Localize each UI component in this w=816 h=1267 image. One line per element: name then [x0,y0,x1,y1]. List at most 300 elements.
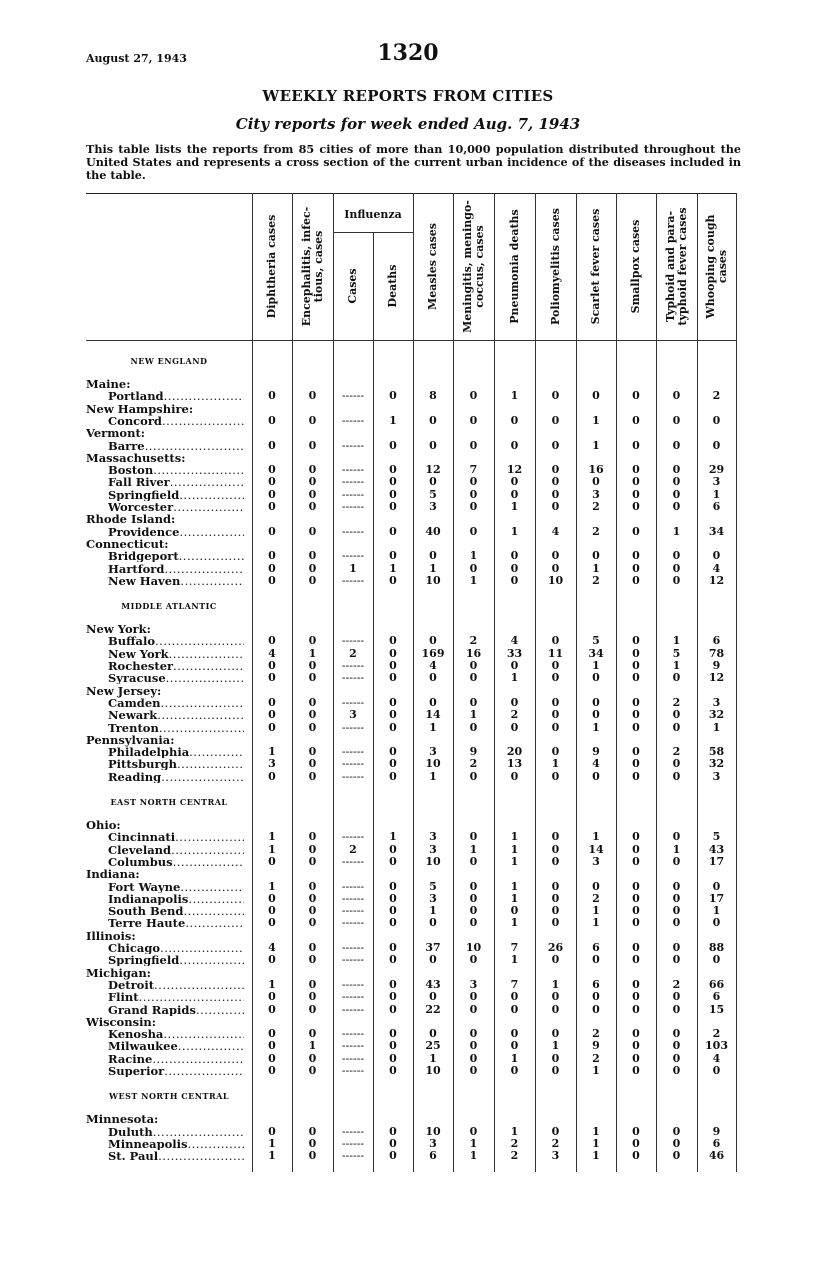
column-header: Diphtheria cases [265,214,278,319]
city-name: Pittsburgh ..... [108,758,244,770]
table-cell: 13 [506,757,523,771]
city-name: Terre Haute ..... [108,917,244,929]
table-cell: 5 [712,830,721,844]
table-cell: 0 [672,720,681,734]
table-cell: 2 [469,757,478,771]
table-cell: 0 [308,879,317,893]
table-cell: ------ [341,413,365,427]
table-cell: 0 [469,561,478,575]
header-bottom-rule [86,340,736,341]
city-name: Columbus ..... [108,856,244,868]
city-name: Fort Wayne ..... [108,881,244,893]
city-name: Syracuse ..... [108,672,244,684]
table-cell: 0 [469,659,478,672]
table-cell: 0 [268,634,276,648]
table-cell: ------ [341,953,365,967]
table-cell: 0 [510,561,519,575]
city-name: Fall River ..... [108,476,244,488]
table-cell: ------ [341,524,365,538]
city-name: Portland ..... [108,390,244,402]
table-cell: 1 [592,1136,600,1150]
table-cell: 34 [708,524,725,538]
table-cell: ------ [341,916,365,930]
table-cell: 0 [632,854,640,868]
table-cell: 0 [632,891,640,905]
table-cell: 0 [268,1124,276,1138]
table-cell: 0 [268,904,276,918]
table-cell: 0 [308,1064,317,1077]
table-cell: 0 [672,953,681,967]
table-cell: 0 [308,904,317,918]
table-cell: 0 [389,659,397,672]
table-cell: 0 [469,990,478,1004]
table-cell: 0 [592,708,600,722]
table-cell: 0 [308,990,317,1004]
table-cell: 10 [425,1124,441,1138]
city-name: Bridgeport ..... [108,550,244,562]
table-cell: 2 [469,634,478,648]
table-cell: 0 [551,916,560,930]
table-cell: 0 [510,1027,519,1041]
table-cell: 1 [510,879,519,893]
table-cell: 0 [632,487,640,501]
table-cell: 0 [308,1027,317,1041]
table-cell: 1 [268,842,276,856]
table-cell: 1 [510,842,519,856]
table-cell: 0 [389,500,397,513]
city-name: Buffalo ..... [108,635,244,647]
table-cell: 2 [551,1136,560,1150]
table-top-rule [86,193,736,194]
table-cell: 0 [672,854,681,868]
table-cell: 0 [632,695,640,709]
table-cell: 0 [551,708,560,722]
table-cell: 3 [429,745,437,759]
table-cell: 4 [268,941,276,954]
table-cell: 0 [551,695,560,709]
table-cell: 0 [712,438,721,452]
state-name: New Hampshire: [86,401,194,416]
table-cell: 0 [551,891,560,905]
table-cell: 0 [469,671,478,685]
table-cell: 1 [592,904,600,918]
table-cell: 0 [672,1136,681,1150]
table-cell: 1 [672,659,681,672]
table-cell: 3 [592,487,600,501]
table-cell: 0 [632,941,640,954]
table-cell: 4 [712,561,721,575]
table-cell: 0 [308,830,317,844]
table-cell: ------ [341,720,365,734]
table-cell: ------ [341,830,365,844]
state-name: Illinois: [86,928,136,943]
table-cell: ------ [341,463,365,477]
table-cell: 1 [429,769,437,783]
table-cell: 1 [429,904,437,918]
table-cell: 0 [389,1064,397,1077]
table-cell: 0 [551,854,560,868]
table-cell: 0 [389,879,397,893]
table-cell: 17 [708,891,725,905]
table-cell: 1 [268,977,276,991]
table-cell: 0 [389,769,397,783]
table-cell: 0 [308,891,317,905]
table-cell: 1 [510,891,519,905]
table-cell: 0 [672,500,681,513]
table-cell: 0 [551,549,560,563]
table-cell: 0 [510,769,519,783]
table-cell: ------ [341,879,365,893]
table-cell: 0 [268,487,276,501]
table-cell: 10 [425,1064,441,1077]
table-cell: 0 [510,1064,519,1077]
state-name: Connecticut: [86,536,169,551]
table-cell: 0 [672,561,681,575]
table-cell: 7 [510,977,519,991]
city-name: Providence ..... [108,526,244,538]
table-cell: 0 [429,413,437,427]
table-cell: 20 [506,745,523,759]
table-cell: 0 [268,671,276,685]
table-cell: 0 [632,1002,640,1016]
table-cell: ------ [341,941,365,954]
table-cell: 0 [672,487,681,501]
table-cell: ------ [341,671,365,685]
table-cell: 0 [389,941,397,954]
table-cell: 0 [308,389,317,403]
city-name: Grand Rapids ..... [108,1004,244,1016]
table-cell: ------ [341,1149,365,1163]
table-cell: 4 [429,659,437,672]
table-cell: 1 [510,500,519,513]
table-cell: 0 [632,916,640,930]
table-cell: 3 [551,1149,560,1163]
table-cell: 1 [429,720,437,734]
table-cell: ------ [341,990,365,1004]
table-cell: 6 [592,977,600,991]
table-cell: 0 [551,1051,560,1065]
table-cell: 0 [469,720,478,734]
table-cell: 10 [425,573,441,587]
influenza-group-label: Influenza [344,208,402,221]
table-cell: 8 [429,389,437,403]
table-cell: 0 [308,977,317,991]
table-cell: 0 [592,475,600,489]
table-cell: 0 [429,549,437,563]
table-cell: 0 [632,561,640,575]
table-cell: 1 [510,1051,519,1065]
table-cell: 0 [592,953,600,967]
table-cell: 1 [349,561,357,575]
table-cell: 0 [551,830,560,844]
table-cell: 9 [712,1124,721,1138]
table-cell: 0 [551,561,560,575]
state-name: Minnesota: [86,1112,159,1127]
table-cell: ------ [341,1136,365,1150]
table-cell: 1 [592,1124,600,1138]
table-cell: 3 [429,842,437,856]
table-cell: 9 [592,745,600,759]
table-cell: 0 [469,695,478,709]
table-cell: 0 [632,720,640,734]
table-cell: 0 [672,769,681,783]
table-cell: 0 [632,438,640,452]
table-cell: 0 [632,659,640,672]
table-cell: 22 [425,1002,441,1016]
table-cell: 3 [592,854,600,868]
table-cell: ------ [341,757,365,771]
table-cell: 9 [592,1039,600,1053]
table-cell: 32 [708,757,725,771]
region-heading: WEST NORTH CENTRAL [109,1091,229,1102]
table-cell: 0 [712,1064,721,1077]
table-cell: 0 [672,879,681,893]
table-cell: 16 [465,646,482,660]
city-name: Reading ..... [108,771,244,783]
table-cell: 78 [708,646,725,660]
table-cell: 11 [547,646,564,660]
table-cell: 0 [510,573,519,587]
table-cell: ------ [341,1051,365,1065]
table-cell: 0 [672,830,681,844]
table-cell: 1 [510,524,519,538]
table-cell: 1 [672,842,681,856]
state-name: Ohio: [86,818,121,832]
table-cell: 34 [588,646,604,660]
table-cell: 0 [429,1027,437,1041]
table-cell: 0 [632,671,640,685]
table-cell: 0 [308,842,317,856]
table-cell: 3 [429,891,437,905]
table-cell: 0 [268,720,276,734]
table-cell: 0 [510,1039,519,1053]
table-cell: 0 [510,475,519,489]
table-cell: 0 [308,634,317,648]
state-name: Vermont: [86,426,145,441]
table-cell: 0 [551,659,560,672]
table-cell: 0 [632,646,640,660]
table-cell: 0 [308,659,317,672]
table-cell: 66 [708,977,725,991]
table-cell: 0 [510,487,519,501]
state-name: Rhode Island: [86,512,176,527]
city-name: Springfield ..... [108,954,244,966]
table-cell: 0 [389,854,397,868]
table-cell: 0 [389,573,397,587]
region-heading: MIDDLE ATLANTIC [121,601,217,612]
table-cell: 1 [551,1039,560,1053]
table-cell: 0 [308,463,317,477]
table-cell: 0 [469,1002,478,1016]
table-cell: 0 [551,842,560,856]
city-name: Duluth ..... [108,1126,244,1138]
table-cell: 0 [268,990,276,1004]
page-subtitle: City reports for week ended Aug. 7, 1943 [235,115,581,133]
table-cell: 2 [592,573,600,587]
table-cell: 46 [708,1149,725,1163]
table-cell: 0 [308,524,317,538]
city-name: Detroit ..... [108,979,244,991]
table-cell: 25 [425,1039,441,1053]
table-cell: 0 [672,1002,681,1016]
column-header: Measles cases [426,223,439,310]
state-name: Wisconsin: [86,1014,157,1029]
table-cell: 0 [389,671,397,685]
table-cell: ------ [341,977,365,991]
city-name: Chicago ..... [108,942,244,954]
table-cell: 0 [632,842,640,856]
table-cell: 0 [308,413,317,427]
table-cell: 5 [672,646,681,660]
table-cell: ------ [341,389,365,403]
table-cell: 2 [510,1136,519,1150]
table-cell: 0 [632,1064,640,1077]
table-cell: 1 [592,1064,600,1077]
column-header: Typhoid and para- typhoid fever cases [663,207,689,326]
table-cell: 0 [268,463,276,477]
table-cell: 7 [510,941,519,954]
table-cell: 12 [506,463,523,477]
table-cell: 0 [268,573,276,587]
table-cell: 0 [632,1051,640,1065]
table-cell: 1 [268,879,276,893]
city-name: Milwaukee ..... [108,1040,244,1052]
table-cell: ------ [341,904,365,918]
table-cell: 0 [308,549,317,563]
table-cell: 0 [389,1027,397,1041]
table-cell: 0 [268,524,276,538]
table-cell: 2 [592,891,600,905]
table-cell: 0 [389,1039,397,1053]
table-cell: 1 [712,720,721,734]
table-cell: 0 [551,500,560,513]
table-cell: 12 [425,463,441,477]
table-cell: 15 [708,1002,725,1016]
table-cell: 0 [469,830,478,844]
table-cell: 0 [268,413,276,427]
table-cell: 0 [469,475,478,489]
table-cell: 0 [469,1039,478,1053]
table-cell: 1 [389,413,397,427]
table-cell: 0 [429,916,437,930]
table-cell: 0 [268,1064,276,1077]
city-name: Rochester ..... [108,660,244,672]
table-cell: 0 [510,659,519,672]
table-cell: ------ [341,1124,365,1138]
table-cell: 1 [592,1149,600,1163]
table-cell: 0 [672,1149,681,1163]
table-cell: 0 [389,524,397,538]
table-cell: 0 [469,500,478,513]
table-cell: 0 [632,549,640,563]
table-cell: 1 [510,671,519,685]
table-cell: 1 [712,904,721,918]
table-cell: 0 [592,671,600,685]
table-cell: 0 [632,1149,640,1163]
table-cell: 0 [389,1136,397,1150]
table-cell: 0 [672,891,681,905]
table-cell: 0 [672,1039,681,1053]
table-cell: 0 [712,916,721,930]
city-name: St. Paul ..... [108,1150,244,1162]
table-cell: 1 [592,720,600,734]
table-cell: 4 [551,524,560,538]
city-name: Superior ..... [108,1065,244,1077]
city-name: Minneapolis ..... [108,1138,244,1150]
table-cell: 0 [389,1002,397,1016]
table-cell: 10 [547,573,564,587]
table-cell: 0 [268,389,276,403]
table-cell: 0 [308,1136,317,1150]
table-cell: 1 [510,389,519,403]
table-cell: 0 [632,879,640,893]
table-cell: 12 [708,573,725,587]
table-cell: 0 [389,745,397,759]
table-cell: 2 [672,695,681,709]
table-cell: 26 [547,941,564,954]
city-name: Concord ..... [108,415,244,427]
table-cell: 0 [389,463,397,477]
table-cell: 6 [712,634,721,648]
table-cell: 0 [632,413,640,427]
table-cell: 0 [389,916,397,930]
table-cell: 3 [349,708,357,722]
table-cell: 0 [672,904,681,918]
table-cell: 0 [308,671,317,685]
table-cell: 0 [592,1002,600,1016]
table-cell: ------ [341,438,365,452]
table-cell: 0 [510,904,519,918]
table-cell: 0 [429,634,437,648]
table-cell: 0 [551,879,560,893]
table-cell: 0 [551,671,560,685]
table-cell: 0 [268,549,276,563]
table-cell: 0 [389,389,397,403]
table-cell: ------ [341,1064,365,1077]
table-cell: 0 [510,990,519,1004]
table-cell: 2 [349,842,357,856]
table-cell: ------ [341,475,365,489]
table-cell: ------ [341,1039,365,1053]
table-cell: 40 [425,524,441,538]
table-cell: 0 [469,953,478,967]
column-header: Scarlet fever cases [589,208,602,325]
table-cell: 0 [268,916,276,930]
table-cell: 0 [389,549,397,563]
table-cell: 3 [712,475,721,489]
table-cell: 3 [469,977,478,991]
table-cell: 1 [592,830,600,844]
table-cell: 1 [308,646,317,660]
table-cell: 0 [632,634,640,648]
table-cell: 0 [469,1124,478,1138]
table-cell: 0 [268,438,276,452]
city-name: Barre ..... [108,440,244,452]
table-cell: 0 [308,769,317,783]
table-cell: ------ [341,745,365,759]
table-cell: 6 [592,941,600,954]
table-cell: 0 [268,891,276,905]
table-cell: 0 [632,524,640,538]
table-cell: 0 [672,708,681,722]
table-cell: 2 [672,745,681,759]
table-cell: 0 [469,438,478,452]
table-cell: 0 [389,990,397,1004]
city-name: Cincinnati ..... [108,831,244,843]
table-cell: 0 [510,695,519,709]
table-cell: 1 [551,977,560,991]
table-cell: 0 [308,695,317,709]
